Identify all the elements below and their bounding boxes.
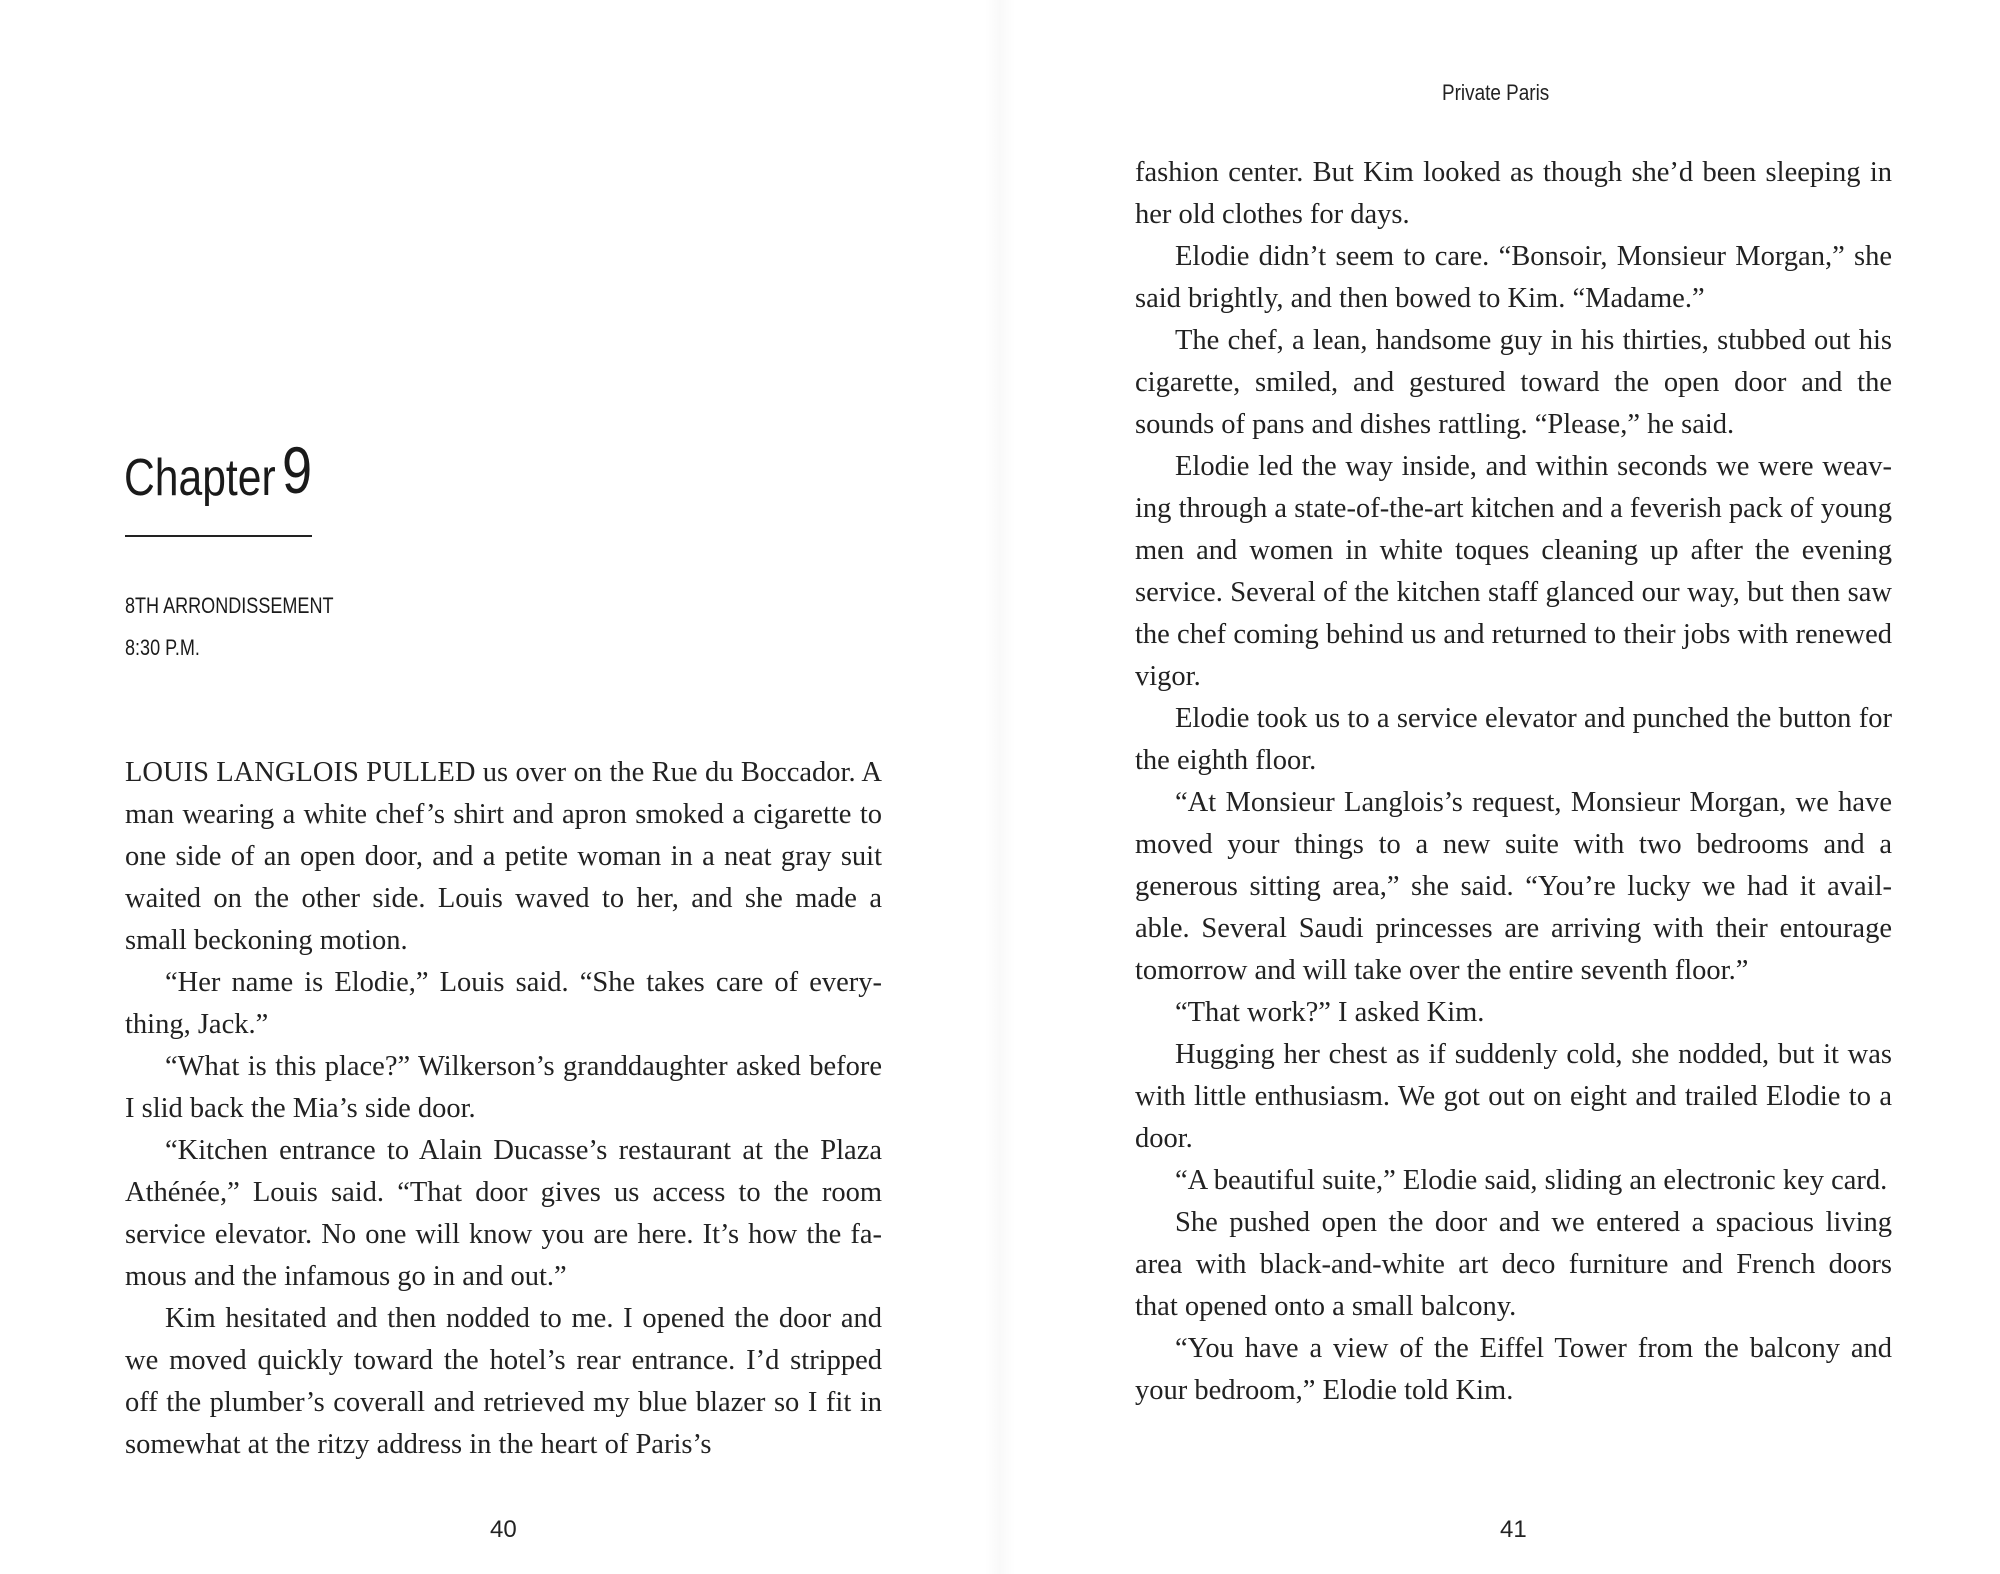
paragraph: Kim hesitated and then nodded to me. I opened the door and we moved quickly toward the hotel’s rear entrance. I’d stripped off the plumber’s coverall and retrieved my blue blazer so I fit in somewhat at the ritzy address in the heart of Paris’s xyxy=(125,1303,882,1460)
paragraph: “Her name is Elodie,” Louis said. “She takes care of everything, Jack.” xyxy=(125,967,882,1040)
paragraph: “You have a view of the Eiffel Tower from the balcony and your bedroom,” Elodie told Kim. xyxy=(1135,1333,1892,1406)
paragraph: fashion center. But Kim looked as though she’d been sleeping in her old clothes for days. xyxy=(1135,157,1892,230)
left-body-text xyxy=(125,752,882,1466)
chapter-time: 8:30 P.M. xyxy=(125,635,200,660)
paragraph: “Kitchen entrance to Alain Ducasse’s restaurant at the Plaza Athénée,” Louis said. “That door gives us access to the room service elevator. No one will know you are here. It’s how the famous and the infamous go in and out.” xyxy=(125,1135,882,1292)
paragraph: “At Monsieur Langlois’s request, Monsieur Morgan, we have moved your things to a new suite with two bedrooms and a generous sitting area,” she said. “You’re lucky we had it available. Several Saudi princesses are arriving with their entourage tomorrow and will take over the entire seventh floor.” xyxy=(1135,787,1892,986)
paragraph: The chef, a lean, handsome guy in his thirties, stubbed out his cigarette, smiled, and gestured toward the open door and the sounds of pans and dishes rattling. “Please,” he said. xyxy=(1135,325,1892,440)
paragraph: Elodie took us to a service elevator and punched the button for the eighth floor. xyxy=(1135,703,1892,776)
page-number-left: 40 xyxy=(490,1516,517,1543)
paragraph: Elodie led the way inside, and within seconds we were weaving through a state-of-the-art kitchen and a feverish pack of young men and women in white toques cleaning up after the evening service. Several of the kitchen staff glanced our way, but then saw the chef coming behind us and returned to their jobs with renewed vigor. xyxy=(1135,451,1892,692)
chapter-number: 9 xyxy=(282,433,313,507)
paragraph: “A beautiful suite,” Elodie said, sliding an electronic key card. xyxy=(1175,1165,1888,1196)
running-head: Private Paris xyxy=(1442,80,1550,105)
paragraph: “What is this place?” Wilkerson’s granddaughter asked before I slid back the Mia’s side door. xyxy=(125,1051,882,1124)
chapter-heading xyxy=(124,433,313,508)
paragraph: Hugging her chest as if suddenly cold, she nodded, but it was with little enthusiasm. We got out on eight and trailed Elodie to a door. xyxy=(1135,1039,1892,1154)
paragraph: She pushed open the door and we entered a spacious living area with black-and-white art deco furniture and French doors that opened onto a small balcony. xyxy=(1135,1207,1892,1322)
paragraph: “That work?” I asked Kim. xyxy=(1175,997,1485,1028)
paragraph: LOUIS LANGLOIS PULLED us over on the Rue du Boccador. A man wearing a white chef’s shirt and apron smoked a cigarette to one side of an open door, and a petite woman in a neat gray suit waited on the other side. Louis waved to her, and she made a small beckoning motion. xyxy=(125,757,882,956)
chapter-location: 8TH ARRONDISSEMENT xyxy=(125,593,334,618)
chapter-rule xyxy=(125,535,312,537)
right-body-text xyxy=(1135,152,1892,1412)
page-number-right: 41 xyxy=(1500,1516,1527,1543)
chapter-word: Chapter xyxy=(124,449,276,507)
paragraph: Elodie didn’t seem to care. “Bonsoir, Monsieur Morgan,” she said brightly, and then bowed to Kim. “Madame.” xyxy=(1135,241,1892,314)
